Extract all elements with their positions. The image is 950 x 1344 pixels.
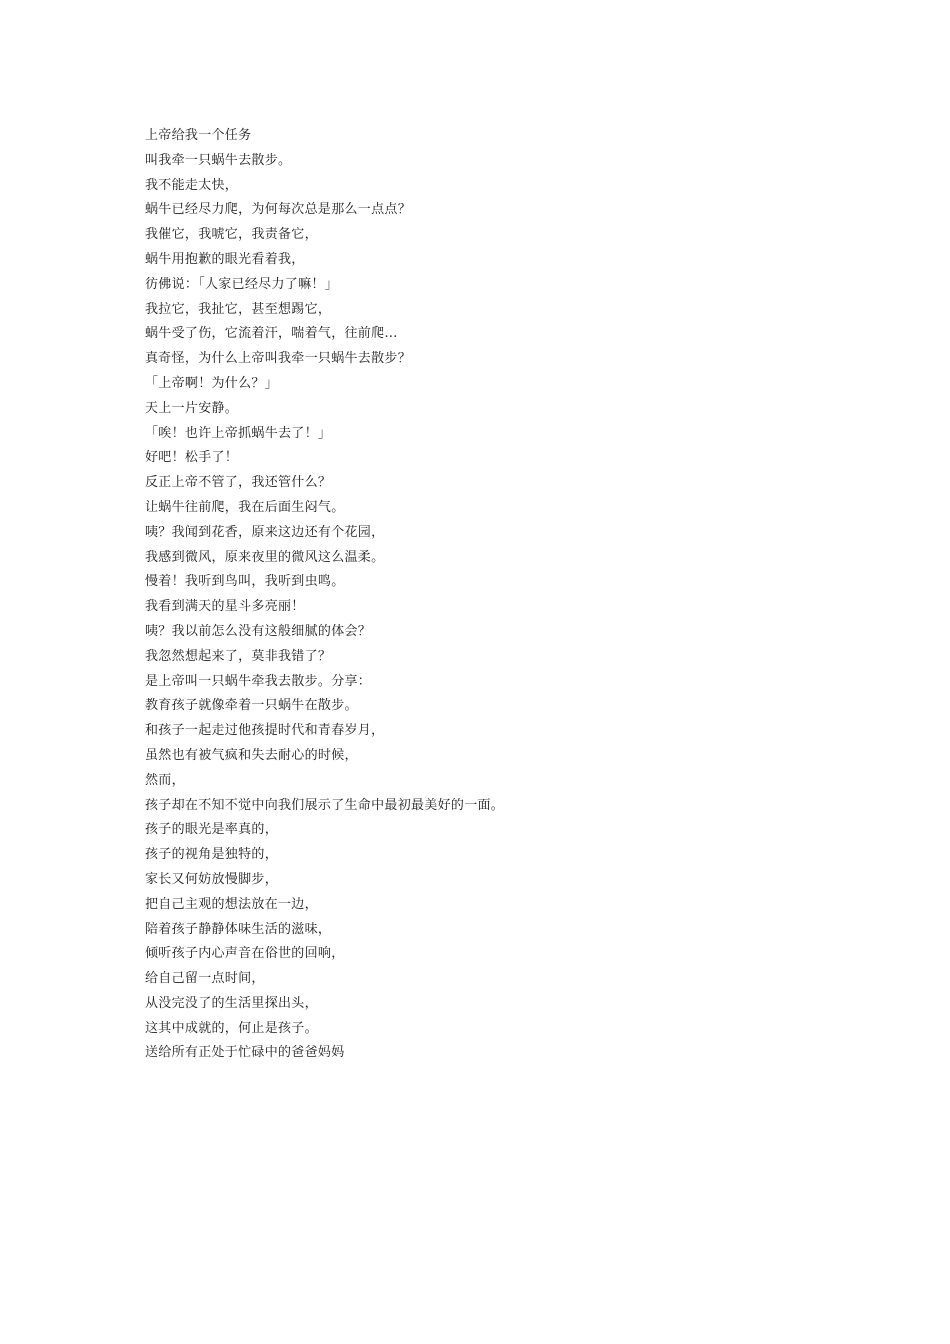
text-line: 让蜗牛往前爬，我在后面生闷气。 [145, 499, 345, 515]
text-line: 真奇怪，为什么上帝叫我牵一只蜗牛去散步？ [145, 351, 412, 367]
text-line: 孩子却在不知不觉中向我们展示了生命中最初最美好的一面。 [145, 797, 505, 813]
text-line: 彷佛说：「人家已经尽力了嘛！」 [145, 276, 339, 292]
text-line: 咦？我闻到花香，原来这边还有个花园， [145, 524, 385, 540]
text-line: 家长又何妨放慢脚步， [145, 871, 279, 887]
text-line: 我催它，我唬它，我责备它， [145, 227, 318, 243]
text-line: 我感到微风，原来夜里的微风这么温柔。 [145, 549, 385, 565]
text-line: 然而， [145, 772, 185, 788]
text-line: 咦？我以前怎么没有这般细腻的体会？ [145, 623, 372, 639]
text-line: 我拉它，我扯它，甚至想踢它， [145, 301, 332, 317]
text-line: 我忽然想起来了，莫非我错了？ [145, 648, 332, 664]
text-line: 这其中成就的，何止是孩子。 [145, 1020, 318, 1036]
text-line: 和孩子一起走过他孩提时代和青春岁月， [145, 723, 385, 739]
text-line: 慢着！我听到鸟叫，我听到虫鸣。 [145, 574, 345, 590]
text-line: 蜗牛已经尽力爬，为何每次总是那么一点点？ [145, 202, 412, 218]
poem-text-block [145, 124, 845, 1066]
text-line: 是上帝叫一只蜗牛牵我去散步。分享： [145, 673, 372, 689]
text-line: 虽然也有被气疯和失去耐心的时候， [145, 747, 358, 763]
text-line: 给自己留一点时间， [145, 971, 265, 987]
text-line: 教育孩子就像牵着一只蜗牛在散步。 [145, 698, 358, 714]
text-line: 「上帝啊！为什么？」 [145, 375, 279, 391]
text-line: 陪着孩子静静体味生活的滋味， [145, 921, 332, 937]
text-line: 送给所有正处于忙碌中的爸爸妈妈 [145, 1045, 345, 1061]
text-line: 把自己主观的想法放在一边， [145, 896, 318, 912]
text-line: 从没完没了的生活里探出头， [145, 995, 318, 1011]
text-line: 倾听孩子内心声音在俗世的回响， [145, 946, 345, 962]
text-line: 我看到满天的星斗多亮丽！ [145, 599, 305, 615]
text-line: 「唉！也许上帝抓蜗牛去了！」 [145, 425, 332, 441]
text-line: 叫我牵一只蜗牛去散步。 [145, 152, 292, 168]
text-line: 孩子的眼光是率真的， [145, 822, 279, 838]
text-line: 孩子的视角是独特的， [145, 847, 279, 863]
text-line: 天上一片安静。 [145, 400, 239, 416]
text-line: 我不能走太快， [145, 177, 239, 193]
text-line: 蜗牛用抱歉的眼光看着我， [145, 251, 305, 267]
text-line: 反正上帝不管了，我还管什么？ [145, 475, 332, 491]
text-line: 蜗牛受了伤，它流着汗，喘着气，往前爬… [145, 326, 398, 342]
text-line: 好吧！松手了！ [145, 450, 239, 466]
text-line: 上帝给我一个任务 [145, 128, 252, 143]
